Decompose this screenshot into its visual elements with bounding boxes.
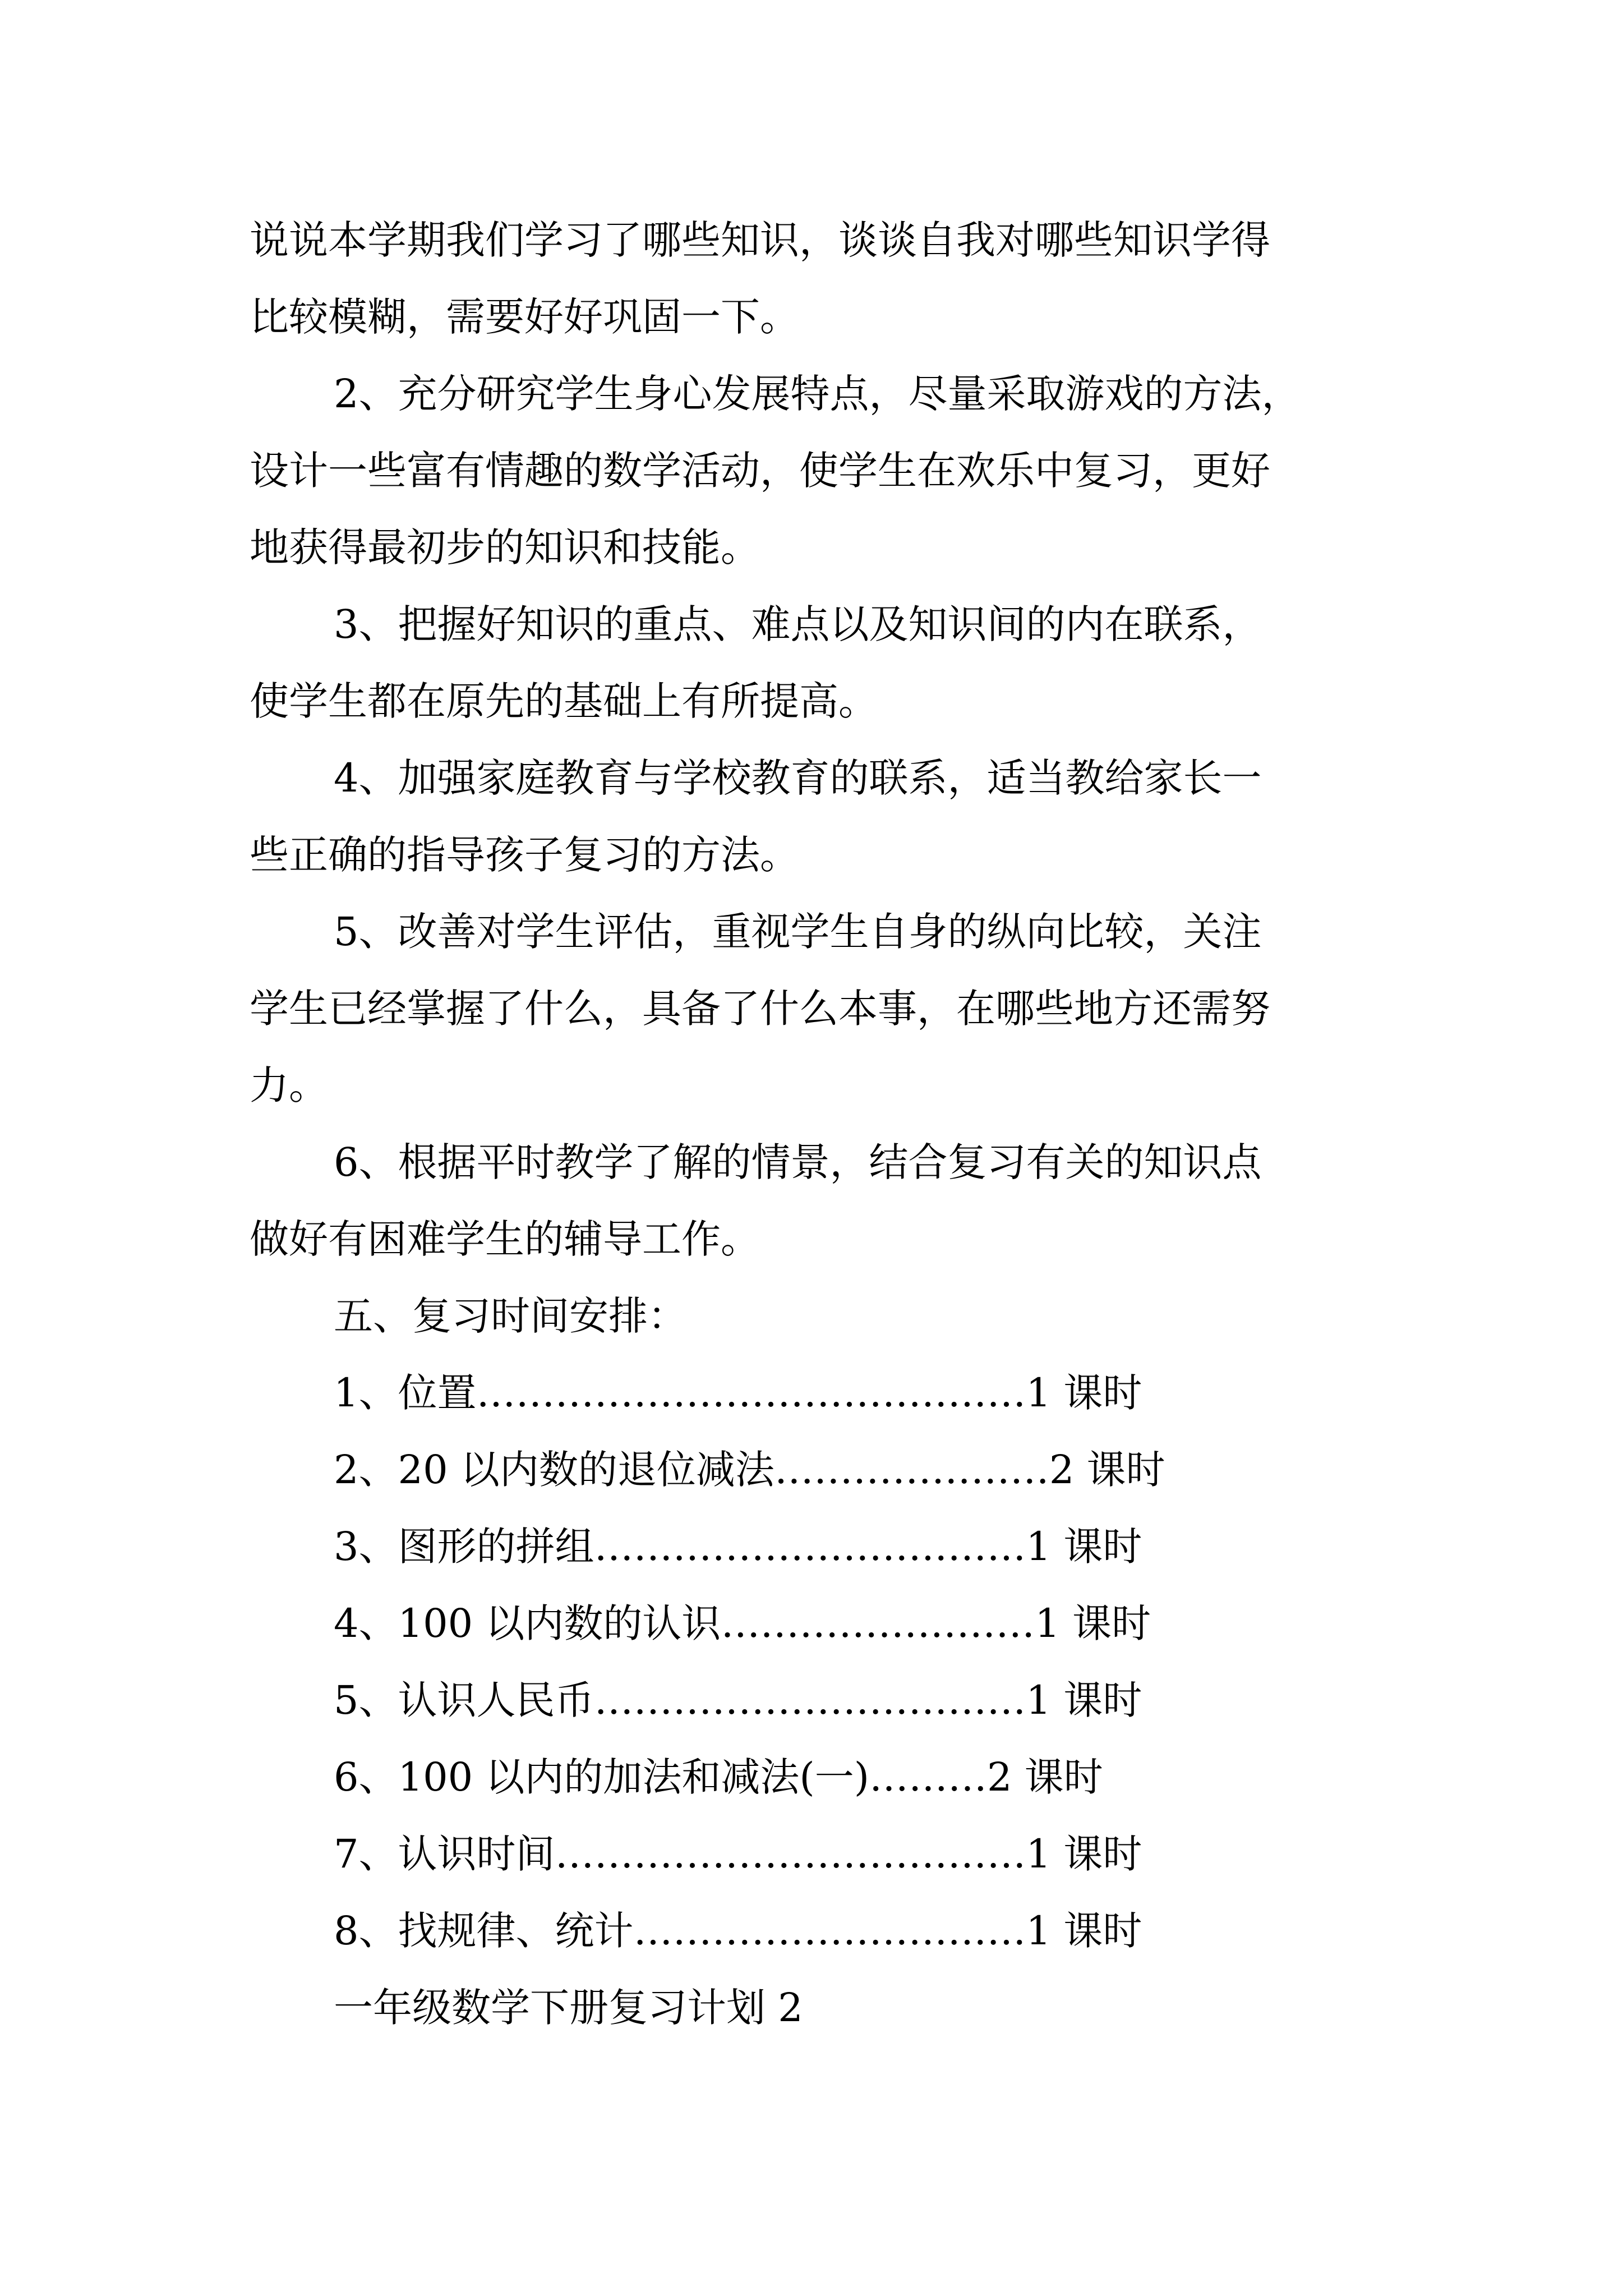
paragraph-line: 说说本学期我们学习了哪些知识，谈谈自我对哪些知识学得: [250, 217, 1270, 263]
paragraph-line: 比较模糊，需要好好巩固一下。: [250, 294, 799, 340]
paragraph-line: 6、根据平时教学了解的情景，结合复习有关的知识点: [334, 1139, 1262, 1185]
paragraph-line: 做好有困难学生的辅导工作。: [250, 1216, 760, 1262]
paragraph-line: 4、加强家庭教育与学校教育的联系，适当教给家长一: [334, 755, 1262, 801]
paragraph-line: 使学生都在原先的基础上有所提高。: [250, 678, 878, 724]
section-heading: 五、复习时间安排：: [334, 1293, 687, 1339]
paragraph-line: 5、改善对学生评估，重视学生自身的纵向比较，关注: [334, 909, 1262, 955]
paragraph-line: 地获得最初步的知识和技能。: [250, 524, 760, 570]
schedule-item: 8、找规律、统计…………………………1 课时: [334, 1908, 1142, 1954]
schedule-item: 1、位置……………………………………1 课时: [334, 1370, 1142, 1416]
schedule-item: 6、100 以内的加法和减法(一)………2 课时: [334, 1754, 1103, 1800]
paragraph-line: 些正确的指导孩子复习的方法。: [250, 832, 799, 878]
paragraph-line: 设计一些富有情趣的数学活动，使学生在欢乐中复习，更好: [250, 448, 1270, 494]
paragraph-line: 2、充分研究学生身心发展特点，尽量采取游戏的方法，: [334, 371, 1301, 417]
schedule-item: 4、100 以内数的认识……………………1 课时: [334, 1600, 1151, 1646]
schedule-item: 7、认识时间………………………………1 课时: [334, 1831, 1142, 1877]
document-title-next: 一年级数学下册复习计划 2: [334, 1985, 803, 2031]
paragraph-line: 学生已经掌握了什么，具备了什么本事，在哪些地方还需努: [250, 986, 1270, 1032]
paragraph-line: 3、把握好知识的重点、难点以及知识间的内在联系，: [334, 601, 1262, 647]
paragraph-line: 力。: [250, 1062, 328, 1108]
schedule-item: 3、图形的拼组……………………………1 课时: [334, 1524, 1142, 1570]
schedule-item: 2、20 以内数的退位减法…………………2 课时: [334, 1447, 1165, 1493]
schedule-item: 5、认识人民币……………………………1 课时: [334, 1677, 1142, 1723]
